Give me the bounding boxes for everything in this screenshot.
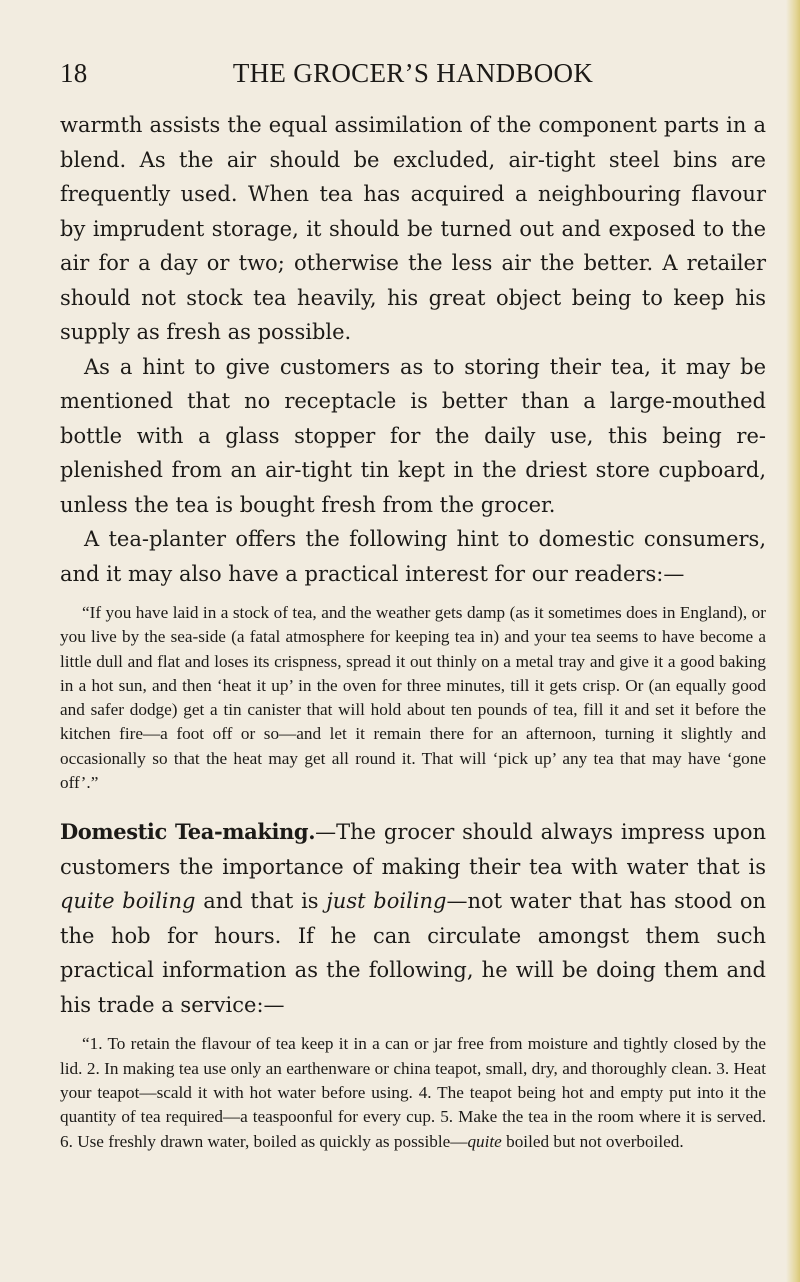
emphasis-quite: quite: [467, 1131, 502, 1151]
body-text: [60, 108, 766, 1154]
quote-rules-lead: “1. To retain the flavour of tea keep it in a can or jar free from moisture and tightly closed by the lid. 2. In making tea use only an earthenware or china teapot, small, dry, and thoroughly clean. 3. Heat your teapot—scald it with hot water before using. 4. The teapot being hot and empty put into it the quantity of tea required—a teaspoonful for every cup. 5. Make the tea in the room where it is served. 6. Use freshly drawn water, boiled as quickly as possible—: [60, 1034, 766, 1151]
quote-tea-rules: [60, 1032, 766, 1153]
emphasis-quite-boiling: quite boiling: [60, 889, 196, 914]
page-edge: [786, 0, 800, 1282]
running-head: THE GROCER’S HANDBOOK: [232, 58, 594, 88]
paragraph-1: warmth assists the equal assimilation of the component parts in a blend. As the air should be excluded, air-tight steel bins are frequently used. When tea has acquired a neighbouring flavour by imprudent storage, it should be turned out and exposed to the air for a day or two; otherwise the less air the better. A retailer should not stock tea heavily, his great object being to keep his supply as fresh as possible.: [60, 113, 766, 344]
paragraph-4-tail: —not water that has stood on the hob for hours. If he can circulate amongst them such practical information as the following, he will be doing them and his trade a service:—: [60, 889, 766, 1017]
page-number: 18: [60, 58, 88, 88]
paragraph-domestic-tea-making: [60, 815, 766, 1022]
page-header: [60, 56, 766, 90]
paragraph-3: A tea-planter offers the following hint to domestic consumers, and it may also have a practical interest for our readers:—: [60, 527, 766, 586]
paragraph-2: As a hint to give customers as to storing their tea, it may be mentioned that no receptacle is better than a large-mouthed bottle with a glass stopper for the daily use, this being replenished from an air-tight tin kept in the driest store cupboard, unless the tea is bought fresh from the grocer.: [60, 354, 766, 517]
paragraph-4-lead: —The grocer should always impress upon customers the importance of making their tea with water that is: [60, 820, 766, 879]
quote-tea-planter: “If you have laid in a stock of tea, and the weather gets damp (as it sometimes does in England), or you live by the sea-side (a fatal atmosphere for keeping tea in) and your tea seems to have become a little dull and flat and loses its crispness, spread it out thinly on a metal tray and give it a good baking in a hot sun, and then ‘heat it up’ in the oven for three minutes, till it gets crisp. Or (an equally good and safer dodge) get a tin canister that will hold about ten pounds of tea, fill it and set it before the kitchen fire—a foot off or so—and let it remain there for an afternoon, turning it slightly and occasionally so that the heat may get all round it. That will ‘pick up’ any tea that may have ‘gone off’.”: [60, 603, 766, 793]
section-heading: Domestic Tea-making.: [60, 819, 316, 845]
emphasis-just-boiling: just boiling: [326, 889, 447, 914]
quote-rules-tail: boiled but not overboiled.: [501, 1131, 684, 1151]
paragraph-4-mid: and that is: [195, 889, 327, 914]
